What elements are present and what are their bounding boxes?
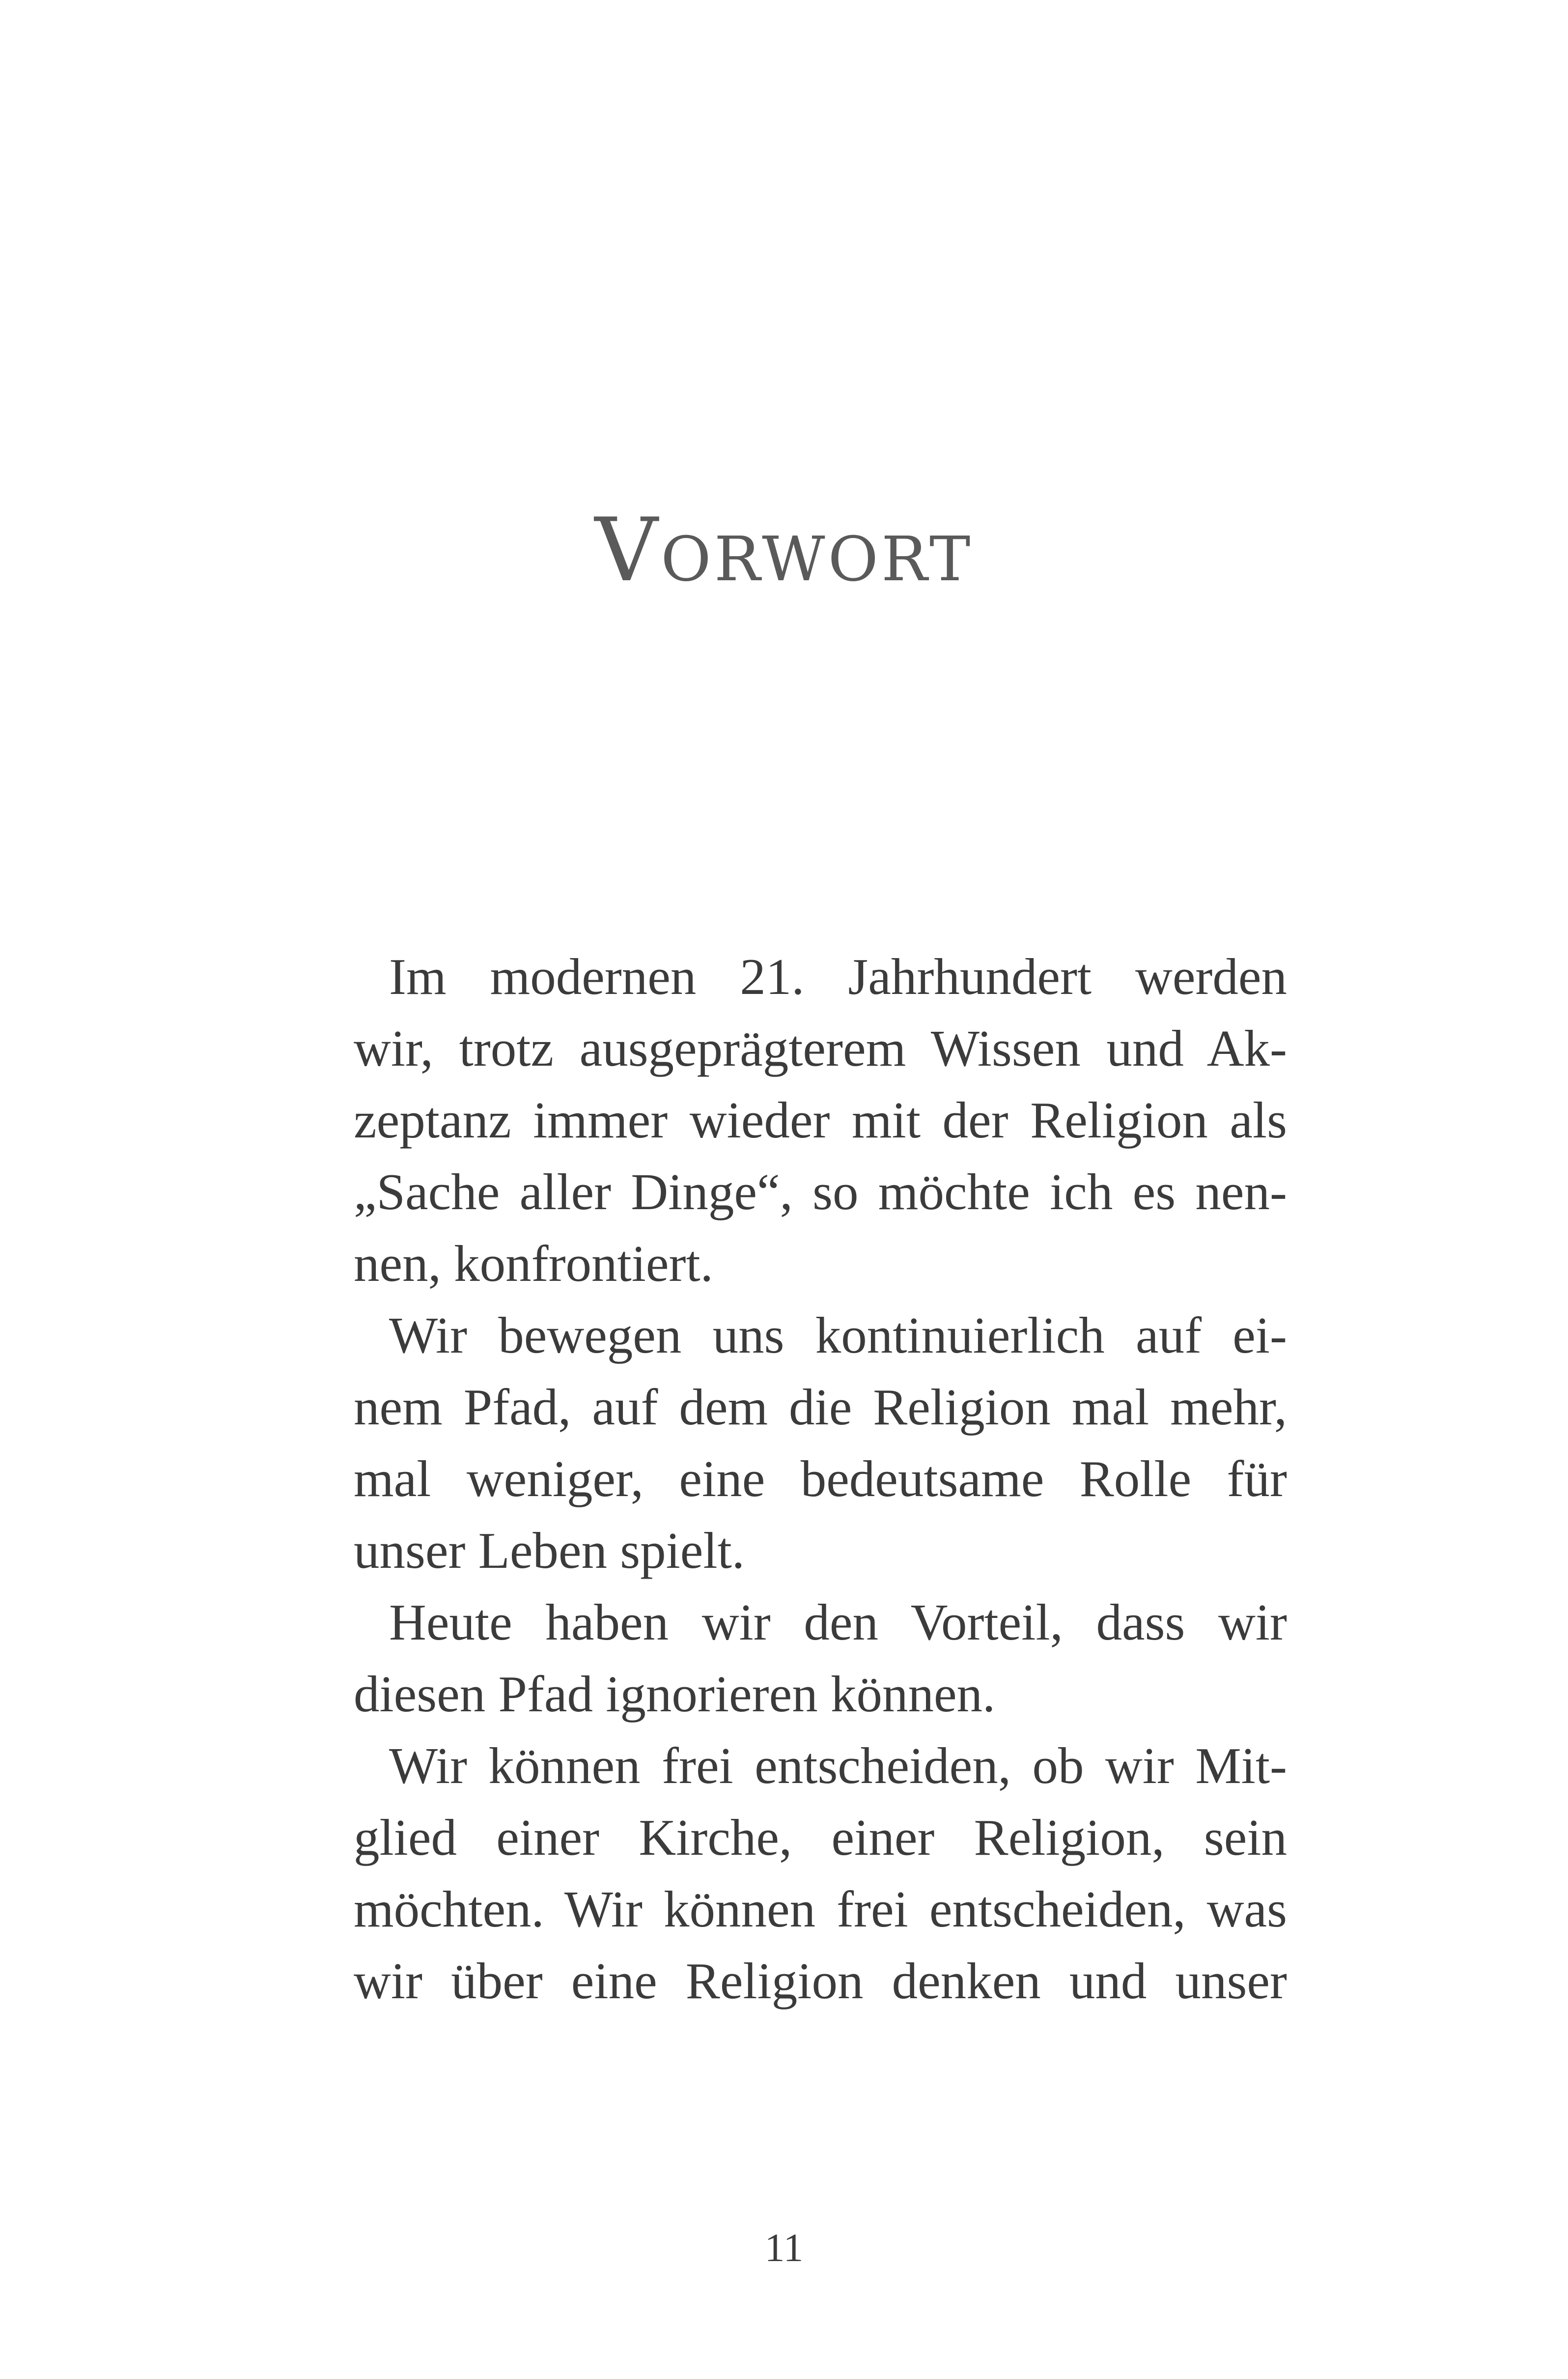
paragraph-1-line-5: nen, konfrontiert. bbox=[354, 1235, 713, 1292]
paragraph-2-line-1: Wir bewegen uns kontinuierlich auf ei- bbox=[389, 1306, 1287, 1364]
paragraph-2-line-3: mal weniger, eine bedeutsame Rolle für bbox=[354, 1450, 1287, 1507]
paragraph-1-line-3: zeptanz immer wieder mit der Religion als bbox=[354, 1091, 1287, 1149]
paragraph-3-line-1: Heute haben wir den Vorteil, dass wir bbox=[389, 1593, 1287, 1651]
page-number: 11 bbox=[764, 2225, 804, 2270]
chapter-title: Vorwort bbox=[594, 499, 974, 601]
paragraph-4-line-1: Wir können frei entscheiden, ob wir Mit- bbox=[389, 1737, 1287, 1794]
paragraph-4-line-2: glied einer Kirche, einer Religion, sein bbox=[354, 1809, 1287, 1866]
paragraph-4-line-4: wir über eine Religion denken und unser bbox=[354, 1952, 1287, 2010]
paragraph-1-line-2: wir, trotz ausgeprägterem Wissen und Ak- bbox=[354, 1020, 1287, 1077]
body-text bbox=[354, 941, 1287, 2017]
paragraph-3-line-2: diesen Pfad ignorieren können. bbox=[354, 1665, 996, 1723]
paragraph-2-line-4: unser Leben spielt. bbox=[354, 1522, 745, 1579]
paragraph-1-line-1: Im modernen 21. Jahrhundert werden bbox=[389, 948, 1287, 1005]
paragraph-2-line-2: nem Pfad, auf dem die Religion mal mehr, bbox=[354, 1378, 1287, 1436]
paragraph-4-line-3: möchten. Wir können frei entscheiden, was bbox=[354, 1880, 1287, 1938]
paragraph-1-line-4: „Sache aller Dinge“, so möchte ich es nen- bbox=[354, 1163, 1287, 1220]
